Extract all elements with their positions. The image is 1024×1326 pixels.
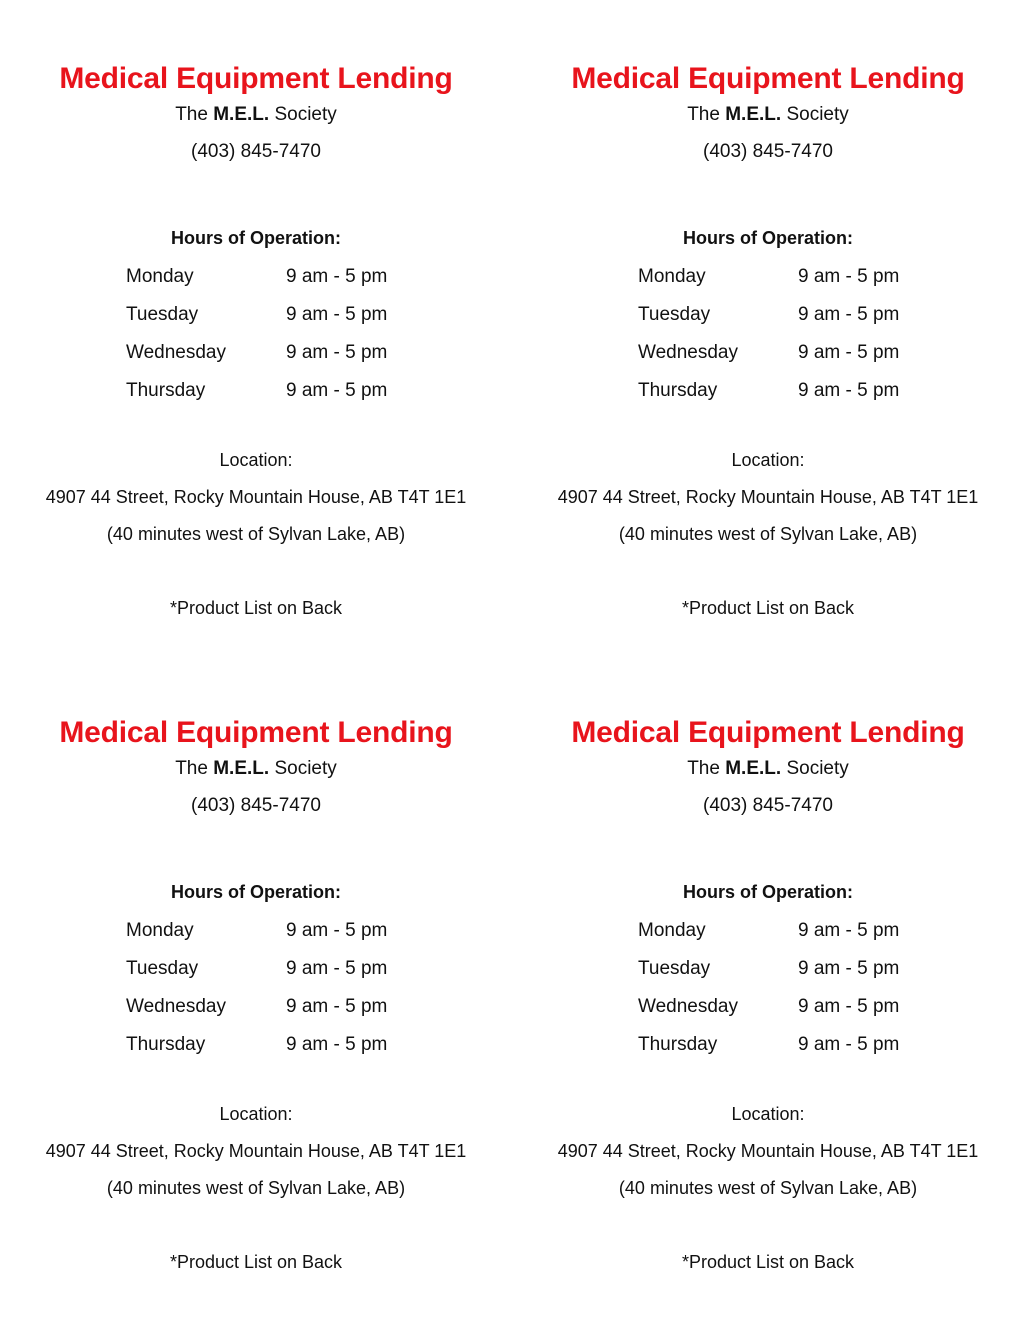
location-label: Location: <box>731 1104 805 1124</box>
direction-note: (40 minutes west of Sylvan Lake, AB) <box>106 1178 406 1198</box>
flyer-card-bottom-left <box>0 654 512 1308</box>
hours-row-tuesday: Tuesday 9 am - 5 pm <box>638 958 900 979</box>
phone-number: (403) 845-7470 <box>191 141 321 162</box>
hours-row-monday: Monday 9 am - 5 pm <box>126 266 388 287</box>
hours-row-tuesday: Tuesday 9 am - 5 pm <box>126 958 388 979</box>
phone-number: (403) 845-7470 <box>703 141 833 162</box>
hours-row-wednesday: Wednesday 9 am - 5 pm <box>126 342 388 363</box>
phone-number: (403) 845-7470 <box>703 795 833 816</box>
hours-heading: Hours of Operation: <box>683 882 853 902</box>
phone-number: (403) 845-7470 <box>191 795 321 816</box>
hours-row-tuesday: Tuesday 9 am - 5 pm <box>638 304 900 325</box>
flyer-card-bottom-right <box>512 654 1024 1308</box>
flyer-card-top-left <box>0 0 512 654</box>
hours-row-thursday: Thursday 9 am - 5 pm <box>638 1034 900 1055</box>
hours-row-monday: Monday 9 am - 5 pm <box>638 920 900 941</box>
hours-row-wednesday: Wednesday 9 am - 5 pm <box>638 996 900 1017</box>
location-label: Location: <box>219 1104 293 1124</box>
product-list-note: *Product List on Back <box>169 1252 343 1272</box>
society-name: The M.E.L. Society <box>175 104 337 125</box>
society-name: The M.E.L. Society <box>687 758 849 779</box>
direction-note: (40 minutes west of Sylvan Lake, AB) <box>106 524 406 544</box>
flyer-card-top-right <box>512 0 1024 654</box>
direction-note: (40 minutes west of Sylvan Lake, AB) <box>618 524 918 544</box>
card-title: Medical Equipment Lending <box>571 716 965 749</box>
hours-row-monday: Monday 9 am - 5 pm <box>126 920 388 941</box>
product-list-note: *Product List on Back <box>681 1252 855 1272</box>
address: 4907 44 Street, Rocky Mountain House, AB T4T 1E1 <box>45 487 467 507</box>
hours-row-wednesday: Wednesday 9 am - 5 pm <box>638 342 900 363</box>
address: 4907 44 Street, Rocky Mountain House, AB T4T 1E1 <box>557 1141 979 1161</box>
location-label: Location: <box>731 450 805 470</box>
hours-row-wednesday: Wednesday 9 am - 5 pm <box>126 996 388 1017</box>
hours-heading: Hours of Operation: <box>683 228 853 248</box>
hours-heading: Hours of Operation: <box>171 228 341 248</box>
product-list-note: *Product List on Back <box>169 598 343 618</box>
hours-row-thursday: Thursday 9 am - 5 pm <box>126 1034 388 1055</box>
card-title: Medical Equipment Lending <box>59 716 453 749</box>
direction-note: (40 minutes west of Sylvan Lake, AB) <box>618 1178 918 1198</box>
product-list-note: *Product List on Back <box>681 598 855 618</box>
society-name: The M.E.L. Society <box>175 758 337 779</box>
hours-heading: Hours of Operation: <box>171 882 341 902</box>
hours-row-thursday: Thursday 9 am - 5 pm <box>638 380 900 401</box>
card-title: Medical Equipment Lending <box>59 62 453 95</box>
address: 4907 44 Street, Rocky Mountain House, AB T4T 1E1 <box>45 1141 467 1161</box>
hours-row-thursday: Thursday 9 am - 5 pm <box>126 380 388 401</box>
address: 4907 44 Street, Rocky Mountain House, AB T4T 1E1 <box>557 487 979 507</box>
society-name: The M.E.L. Society <box>687 104 849 125</box>
hours-row-tuesday: Tuesday 9 am - 5 pm <box>126 304 388 325</box>
card-title: Medical Equipment Lending <box>571 62 965 95</box>
hours-row-monday: Monday 9 am - 5 pm <box>638 266 900 287</box>
location-label: Location: <box>219 450 293 470</box>
